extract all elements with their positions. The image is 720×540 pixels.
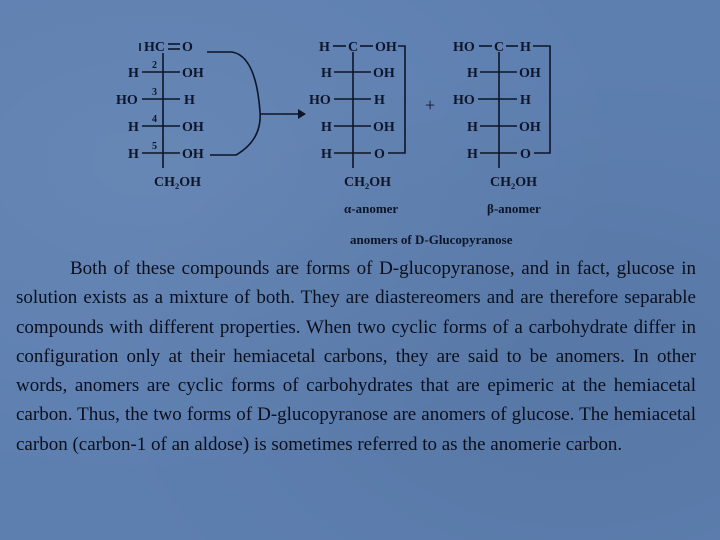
- oc-c1: HC: [144, 40, 165, 55]
- oc-row3-right: H: [184, 93, 195, 108]
- beta-anomer-label: β-anomer: [487, 201, 541, 216]
- oc-row5-left: H: [128, 147, 139, 162]
- beta-bottom: CH₂OH: [490, 175, 537, 190]
- beta-anomer-structure: [453, 40, 550, 216]
- alpha-row5-left: H: [321, 147, 332, 162]
- open-chain-structure: [116, 40, 306, 190]
- oc-row2-right: OH: [182, 66, 204, 81]
- alpha-row1-mid: C: [348, 40, 359, 55]
- alpha-ring-oxygen: O: [374, 147, 385, 162]
- oc-row4-left: H: [128, 120, 139, 135]
- beta-row1-left: HO: [453, 40, 475, 55]
- alpha-row1-right: OH: [375, 40, 397, 55]
- beta-row1-mid: C: [494, 40, 505, 55]
- oc-row5-right: OH: [182, 147, 204, 162]
- alpha-row4-right: OH: [373, 120, 395, 135]
- figure-caption: anomers of D-Glucopyranose: [350, 232, 513, 247]
- alpha-row4-left: H: [321, 120, 332, 135]
- alpha-anomer-label: α-anomer: [344, 201, 399, 216]
- beta-row3-right: H: [520, 93, 531, 108]
- beta-row2-right: OH: [519, 66, 541, 81]
- alpha-row3-right: H: [374, 93, 385, 108]
- plus-sign: +: [425, 95, 436, 115]
- glucopyranose-anomers-figure: [0, 0, 720, 250]
- alpha-row1-left: H: [319, 40, 330, 55]
- oc-row2-left: H: [128, 66, 139, 81]
- oc-c1-oxygen: O: [182, 40, 193, 55]
- oc-row3-left: HO: [116, 93, 138, 108]
- oc-carbon-number-5: 5: [152, 141, 157, 152]
- beta-row4-left: H: [467, 120, 478, 135]
- oc-carbon-number-3: 3: [152, 87, 157, 98]
- beta-row1-right: H: [520, 40, 531, 55]
- oc-carbon-number-2: 2: [152, 60, 157, 71]
- beta-row2-left: H: [467, 66, 478, 81]
- alpha-row2-left: H: [321, 66, 332, 81]
- oc-row4-right: OH: [182, 120, 204, 135]
- beta-row4-right: OH: [519, 120, 541, 135]
- body-paragraph: Both of these compounds are forms of D-glucopyranose, and in fact, glucose in solution exists as a mixture of both. They are diastereomers and are therefore separable compounds with different properties. When two cyclic forms of a carbohydrate differ in configuration only at their hemiacetal carbons, they are said to be anomers. In other words, anomers are cyclic forms of carbohydrates that are epimeric at the hemiacetal carbon. Thus, the two forms of D-glucopyranose are anomers of glucose. The hemiacetal carbon (carbon-1 of an aldose) is sometimes referred to as the anomerie carbon.: [16, 258, 696, 455]
- alpha-anomer-structure: [309, 40, 405, 216]
- beta-row5-left: H: [467, 147, 478, 162]
- arrow-head-icon: [298, 109, 306, 119]
- oc-carbon-number-4: 4: [152, 114, 157, 125]
- beta-row3-left: HO: [453, 93, 475, 108]
- oc-bottom: CH₂OH: [154, 175, 201, 190]
- beta-ring-oxygen: O: [520, 147, 531, 162]
- alpha-row2-right: OH: [373, 66, 395, 81]
- alpha-bottom: CH₂OH: [344, 175, 391, 190]
- alpha-row3-left: HO: [309, 93, 331, 108]
